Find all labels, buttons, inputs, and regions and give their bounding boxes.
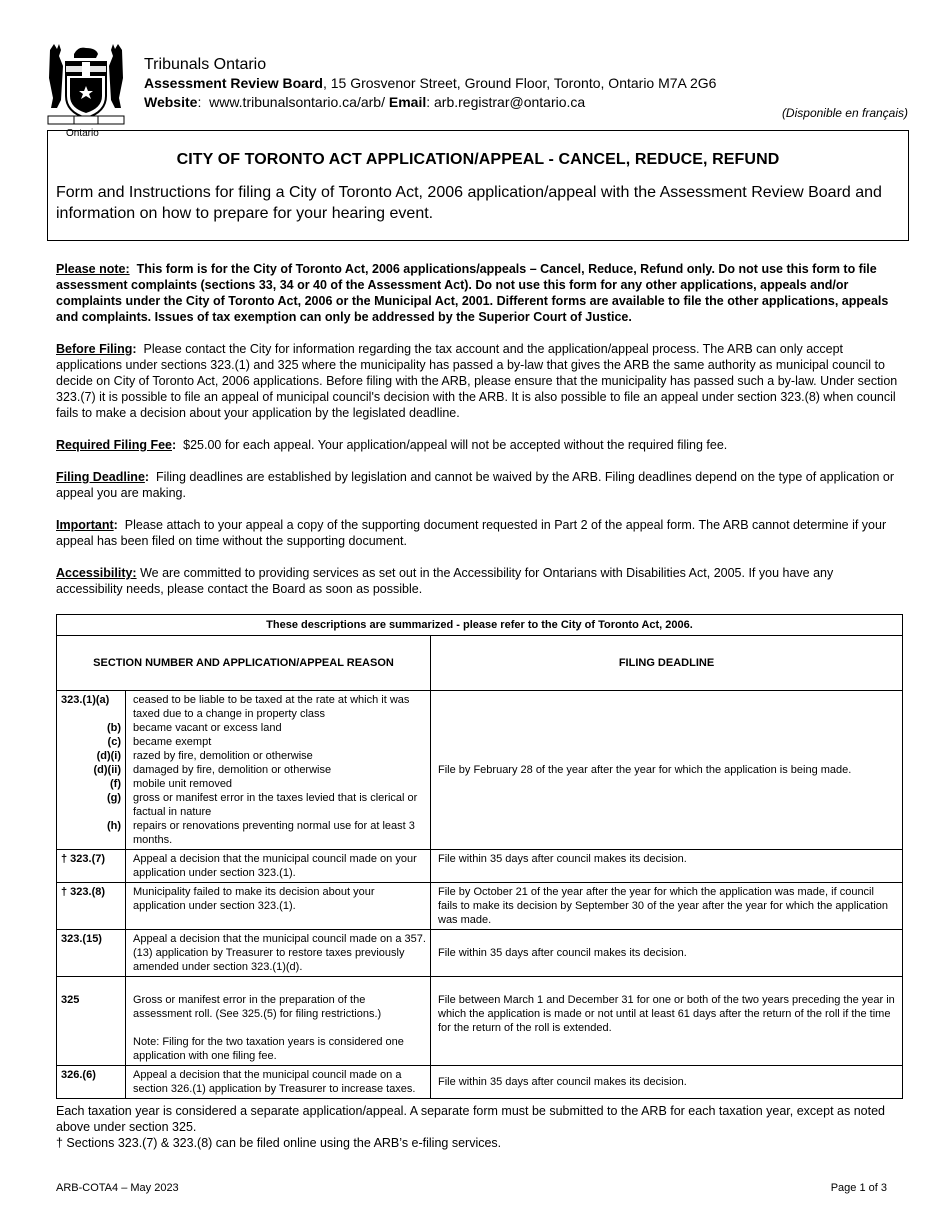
section-code: † 323.(8)	[57, 883, 126, 930]
important: Important: Please attach to your appeal a copy of the supporting document requested in Part 2 of the appeal form. The ARB cannot determine if your appeal has been filed on time without the supporting document.	[56, 518, 887, 548]
section-desc: Appeal a decision that the municipal council made on your application under section 323.(1).	[126, 850, 431, 883]
please-note	[56, 261, 902, 325]
table-row	[57, 1066, 903, 1099]
page-title: CITY OF TORONTO ACT APPLICATION/APPEAL - CANCEL, REDUCE, REFUND	[176, 151, 780, 168]
section-code: 326.(6)	[57, 1066, 126, 1099]
important-text: Please attach to your appeal a copy of the supporting document requested in Part 2 of the appeal form. The ARB cannot determine if your appeal has been filed on time without the supporting document.	[56, 518, 887, 548]
table-banner: These descriptions are summarized - please refer to the City of Toronto Act, 2006.	[57, 615, 903, 636]
instructions	[56, 261, 902, 613]
section-code: 323.(1)(a)	[61, 694, 110, 706]
footnote-efiling: † Sections 323.(7) & 323.(8) can be filed online using the ARB’s e-filing services.	[56, 1136, 502, 1150]
section-deadline: File between March 1 and December 31 for one or both of the two years preceding the year in which the application is made or not until at least 61 days after the return of the roll if the time for the return of the roll is extended.	[431, 977, 903, 1066]
col-header-section: SECTION NUMBER AND APPLICATION/APPEAL REASON	[57, 636, 431, 691]
table-row	[57, 977, 903, 1066]
section-desc: became exempt	[133, 736, 212, 748]
ontario-coat-of-arms-icon	[44, 42, 128, 140]
web-email: Website: www.tribunalsontario.ca/arb/ Email: arb.registrar@ontario.ca	[144, 94, 586, 110]
filing-deadline: Filing Deadline: Filing deadlines are established by legislation and cannot be waived by the ARB. Filing deadlines depend on the type of application or appeal you are making.	[56, 470, 895, 500]
section-code: 325	[57, 977, 126, 1066]
table-row	[57, 850, 903, 883]
section-desc-block	[126, 977, 431, 1066]
before-filing-label: Before Filing	[56, 342, 133, 356]
table-row	[57, 691, 903, 850]
section-desc: repairs or renovations preventing normal use for at least 3 months.	[133, 820, 415, 846]
accessibility-label: Accessibility:	[56, 566, 137, 580]
section-deadline: File within 35 days after council makes its decision.	[431, 1066, 903, 1099]
col-header-deadline: FILING DEADLINE	[431, 636, 903, 691]
section-desc: gross or manifest error in the taxes levied that is clerical or factual in nature	[133, 792, 418, 818]
section-desc: Appeal a decision that the municipal council made on a section 326.(1) application by Treasurer to increase taxes.	[126, 1066, 431, 1099]
section-code: (h)	[106, 820, 121, 832]
table-row	[57, 930, 903, 977]
section-descs	[126, 691, 431, 850]
email-link[interactable]: arb.registrar@ontario.ca	[434, 94, 586, 110]
section-deadline: File within 35 days after council makes its decision.	[431, 850, 903, 883]
please-note-text: This form is for the City of Toronto Act, 2006 applications/appeals – Cancel, Reduce, Refund only. Do not use this form to file assessment complaints (sections 33, 34 or 40 of the Assessment Act). Do not use this form for any other applications, appeals and/or complaints under the City of Toronto Act, 2006 or the Municipal Act, 2001. Different forms are available to file the other applications, appeals and complaints. Issues of tax exemption can only be addressed by the Superior Court of Justice.	[56, 262, 889, 324]
section-code: (d)(ii)	[93, 764, 121, 776]
section-code: † 323.(7)	[57, 850, 126, 883]
accessibility	[56, 565, 902, 597]
filing-fee-text: $25.00 for each appeal. Your application/appeal will not be accepted without the required filing fee.	[183, 438, 728, 452]
board-address	[144, 74, 716, 93]
section-code: (g)	[106, 792, 121, 804]
before-filing: Before Filing: Please contact the City for information regarding the tax account and the application/appeal process. The ARB can only accept applications under sections 323.(1) and 325 where the municipality has passed a by-law that gives the ARB the same authority as municipal council to decide on City of Toronto Act, 2006 applications. Before filing with the ARB, please ensure that the municipality has passed such a by-law. Under section 323.(7) it is possible to file an appeal of municipal council's decision with the ARB. It is also possible to file an appeal under section 323.(8) when council fails to make a decision about your application by the legislated deadline.	[56, 342, 898, 420]
section-desc: Appeal a decision that the municipal council made on a 357.(13) application by Treasurer to restore taxes previously amended under section 323.(1)(d).	[126, 930, 431, 977]
title-box	[47, 130, 909, 241]
page-subtitle: Form and Instructions for filing a City of Toronto Act, 2006 application/appeal with the Assessment Review Board and information on how to prepare for your hearing event.	[56, 184, 882, 222]
section-deadline: File by February 28 of the year after the year for which the application is being made.	[431, 691, 903, 850]
section-codes	[57, 691, 126, 850]
section-desc: ceased to be liable to be taxed at the rate at which it was taxed due to a change in property class	[133, 694, 410, 720]
section-deadline: File within 35 days after council makes its decision.	[431, 930, 903, 977]
filing-deadline-label: Filing Deadline	[56, 470, 145, 484]
section-code: (d)(i)	[96, 750, 121, 762]
email-label: Email	[388, 94, 427, 110]
section-code: 323.(15)	[57, 930, 126, 977]
sections-table	[56, 614, 903, 1099]
section-deadline: File by October 21 of the year after the year for which the application was made, if council fails to make its decision by September 30 of the year after the year for which the application was made.	[431, 883, 903, 930]
form-id: ARB-COTA4 – May 2023	[56, 1182, 179, 1194]
footnotes	[56, 1103, 906, 1151]
org-name: Tribunals Ontario	[144, 56, 267, 73]
page-number: Page 1 of 3	[830, 1182, 887, 1194]
board-name: Assessment Review Board	[144, 75, 323, 91]
section-desc: damaged by fire, demolition or otherwise	[133, 764, 332, 776]
logo-label: Ontario	[66, 128, 99, 139]
section-code: (b)	[106, 722, 121, 734]
website-link[interactable]: www.tribunalsontario.ca/arb/	[209, 94, 385, 110]
important-label: Important	[56, 518, 114, 532]
filing-deadline-text: Filing deadlines are established by legislation and cannot be waived by the ARB. Filing deadlines depend on the type of application or appeal you are making.	[56, 470, 895, 500]
section-code: (f)	[110, 778, 121, 790]
section-desc: razed by fire, demolition or otherwise	[133, 750, 313, 762]
table-header-row	[57, 636, 903, 691]
section-desc: became vacant or excess land	[133, 722, 282, 734]
french-available: (Disponible en français)	[781, 106, 908, 120]
header-contact	[144, 55, 716, 112]
accessibility-text: We are committed to providing services as set out in the Accessibility for Ontarians with Disabilities Act, 2005. If you have any accessibility needs, please contact the Board as soon as possible.	[56, 566, 834, 596]
filing-fee-label: Required Filing Fee	[56, 438, 172, 452]
website-label: Website	[144, 94, 198, 110]
table-banner-row	[57, 615, 903, 636]
before-filing-text: Please contact the City for information regarding the tax account and the application/appeal process. The ARB can only accept applications under sections 323.(1) and 325 where the municipality has passed a by-law that gives the ARB the same authority as municipal council to decide on City of Toronto Act, 2006 applications. Before filing with the ARB, please ensure that the municipality has passed such a by-law. Under section 323.(7) it is possible to file an appeal of municipal council's decision with the ARB. It is also possible to file an appeal under section 323.(8) when council fails to make a decision about your application by the legislated deadline.	[56, 342, 898, 420]
please-note-label: Please note:	[56, 262, 130, 276]
section-note: Note: Filing for the two taxation years is considered one application with one filing fee.	[133, 1036, 404, 1062]
section-desc: Municipality failed to make its decision about your application under section 323.(1).	[126, 883, 431, 930]
page-header	[44, 40, 914, 140]
section-desc: Gross or manifest error in the preparation of the assessment roll. (See 325.(5) for filing restrictions.)	[133, 994, 382, 1020]
footnote-taxation-year: Each taxation year is considered a separate application/appeal. A separate form must be submitted to the ARB for each taxation year, except as noted above under section 325.	[56, 1104, 885, 1134]
section-desc: mobile unit removed	[133, 778, 233, 790]
table-row	[57, 883, 903, 930]
filing-fee: Required Filing Fee: $25.00 for each appeal. Your application/appeal will not be accepted without the required filing fee.	[56, 438, 728, 452]
address: , 15 Grosvenor Street, Ground Floor, Toronto, Ontario M7A 2G6	[322, 75, 717, 91]
section-code: (c)	[107, 736, 121, 748]
